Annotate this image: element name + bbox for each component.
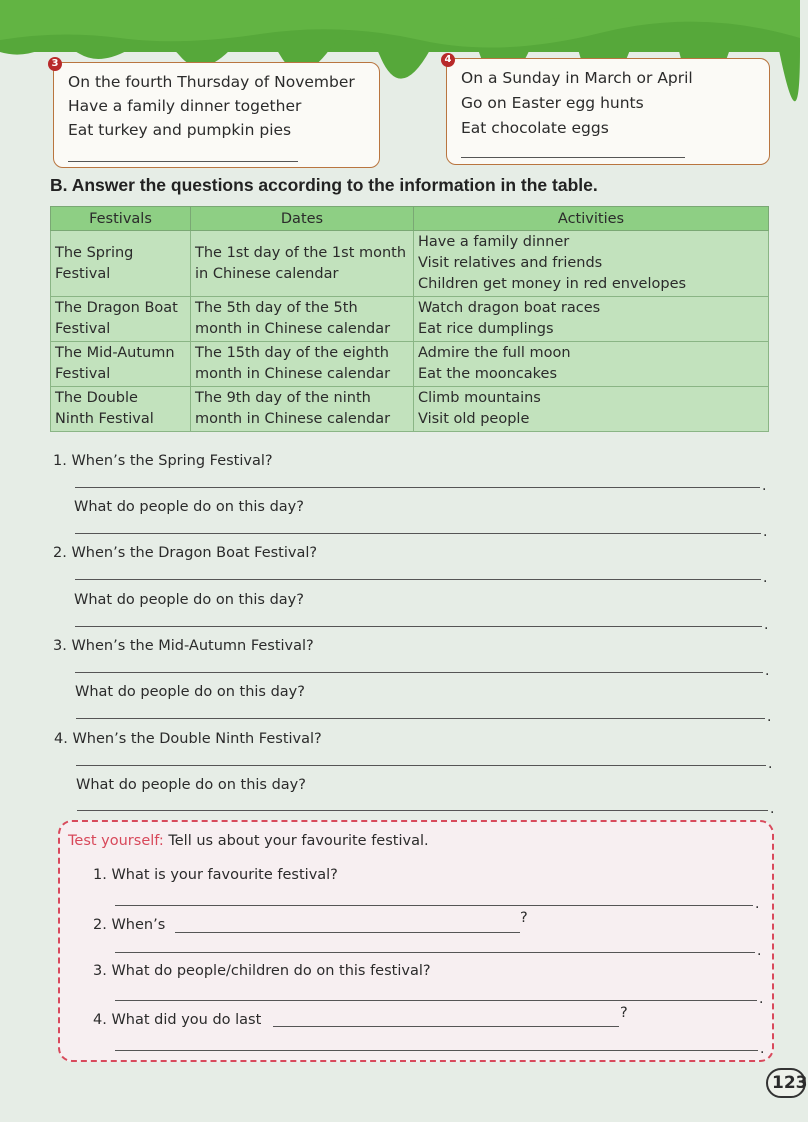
cell-line: in Chinese calendar [195,265,339,282]
activities-cell [414,342,769,387]
answer-blank[interactable] [68,161,298,162]
period-mark: . [763,570,768,586]
question-what: What do people do on this day? [76,777,306,793]
answer-line[interactable] [75,672,763,673]
period-mark: . [770,801,775,817]
question-when: 3. When’s the Mid-Autumn Festival? [53,638,314,654]
card-number-badge: 4 [441,53,455,67]
cell-line: Climb mountains [418,390,541,406]
period-mark: . [762,478,767,494]
cell-line: The Dragon Boat [55,300,178,316]
answer-line-inline[interactable] [273,1026,619,1027]
table-row [51,297,769,342]
column-header: Activities [414,207,769,231]
cell-line: Ninth Festival [55,411,154,427]
test-item: 1. What is your favourite festival? [93,867,338,883]
card-number-badge: 3 [48,57,62,71]
test-item [93,1012,261,1028]
test-yourself-label: Test yourself: [68,833,164,849]
period-mark: . [764,617,769,633]
answer-line[interactable] [75,626,762,627]
festival-card-4 [444,54,770,165]
column-header: Dates [191,207,414,231]
cell-line: Visit relatives and friends [418,255,603,271]
answer-line[interactable] [75,579,761,580]
cell-line: Festival [55,265,111,282]
festival-cell [51,387,191,432]
period-mark: . [757,943,762,959]
cell-line: Eat rice dumplings [418,321,554,337]
card-line: On the fourth Thursday of November [68,73,355,91]
question-when: 4. When’s the Double Ninth Festival? [54,731,322,747]
cell-line: The Spring [55,244,134,261]
answer-line[interactable] [115,905,753,906]
date-cell [191,387,414,432]
question-when: 2. When’s the Dragon Boat Festival? [53,545,318,561]
answer-blank[interactable] [461,157,685,158]
festival-table [50,206,769,432]
cell-line: Festival [55,366,111,382]
cell-line: Children get money in red envelopes [418,276,687,292]
question-what: What do people do on this day? [74,499,304,515]
answer-line[interactable] [115,1000,757,1001]
festival-card-3 [51,58,380,168]
table-header-row [51,207,769,231]
answer-line[interactable] [115,952,755,953]
test-item [93,917,165,933]
cell-line: Watch dragon boat races [418,300,601,316]
cell-line: Visit old people [418,411,530,427]
question-what: What do people do on this day? [74,592,304,608]
cell-line: month in Chinese calendar [195,321,391,337]
table-row [51,387,769,432]
card-line: Go on Easter egg hunts [461,94,644,112]
cell-line: The 9th day of the ninth [195,390,371,406]
festival-cell [51,297,191,342]
cell-line: The 1st day of the 1st month [195,244,407,261]
activities-cell [414,297,769,342]
question-when: 1. When’s the Spring Festival? [53,453,273,469]
cell-line: Festival [55,321,111,337]
cell-line: The 5th day of the 5th [195,300,358,316]
period-mark: . [763,524,768,540]
cell-line: The 15th day of the eighth [195,345,390,361]
test-yourself-prompt: Tell us about your favourite festival. [168,833,429,849]
answer-line[interactable] [75,533,761,534]
test-item-text: 2. When’s [93,917,166,933]
column-header: Festivals [51,207,191,231]
cell-line: The Double [55,390,138,406]
festival-cell [51,342,191,387]
test-item-text: 4. What did you do last [93,1012,262,1028]
period-mark: . [759,991,764,1007]
activities-cell [414,231,769,297]
answer-line[interactable] [76,718,765,719]
card-line: On a Sunday in March or April [461,69,693,87]
answer-line[interactable] [77,810,768,811]
page-number: 123 [766,1068,806,1098]
date-cell [191,297,414,342]
festival-cell [51,231,191,297]
cell-line: month in Chinese calendar [195,411,391,427]
cell-line: Admire the full moon [418,345,571,361]
period-mark: . [768,756,773,772]
card-line: Eat turkey and pumpkin pies [68,121,292,139]
cell-line: month in Chinese calendar [195,366,391,382]
question-what: What do people do on this day? [75,684,305,700]
period-mark: . [755,896,760,912]
table-row [51,342,769,387]
card-line: Have a family dinner together [68,97,302,115]
activities-cell [414,387,769,432]
question-mark: ? [520,910,528,926]
period-mark: . [765,663,770,679]
answer-line-inline[interactable] [175,932,520,933]
period-mark: . [767,709,772,725]
answer-line[interactable] [75,487,760,488]
test-item: 3. What do people/children do on this festival? [93,963,431,979]
question-mark: ? [620,1005,628,1021]
cell-line: Have a family dinner [418,234,570,250]
answer-line[interactable] [115,1050,758,1051]
test-yourself-box [58,820,774,1062]
date-cell [191,231,414,297]
table-row [51,231,769,297]
answer-line[interactable] [76,765,766,766]
card-line: Eat chocolate eggs [461,119,609,137]
period-mark: . [760,1041,765,1057]
date-cell [191,342,414,387]
cell-line: The Mid-Autumn [55,345,175,361]
test-yourself-title [68,833,429,849]
cell-line: Eat the mooncakes [418,366,558,382]
section-b-heading: B. Answer the questions according to the information in the table. [50,175,598,195]
